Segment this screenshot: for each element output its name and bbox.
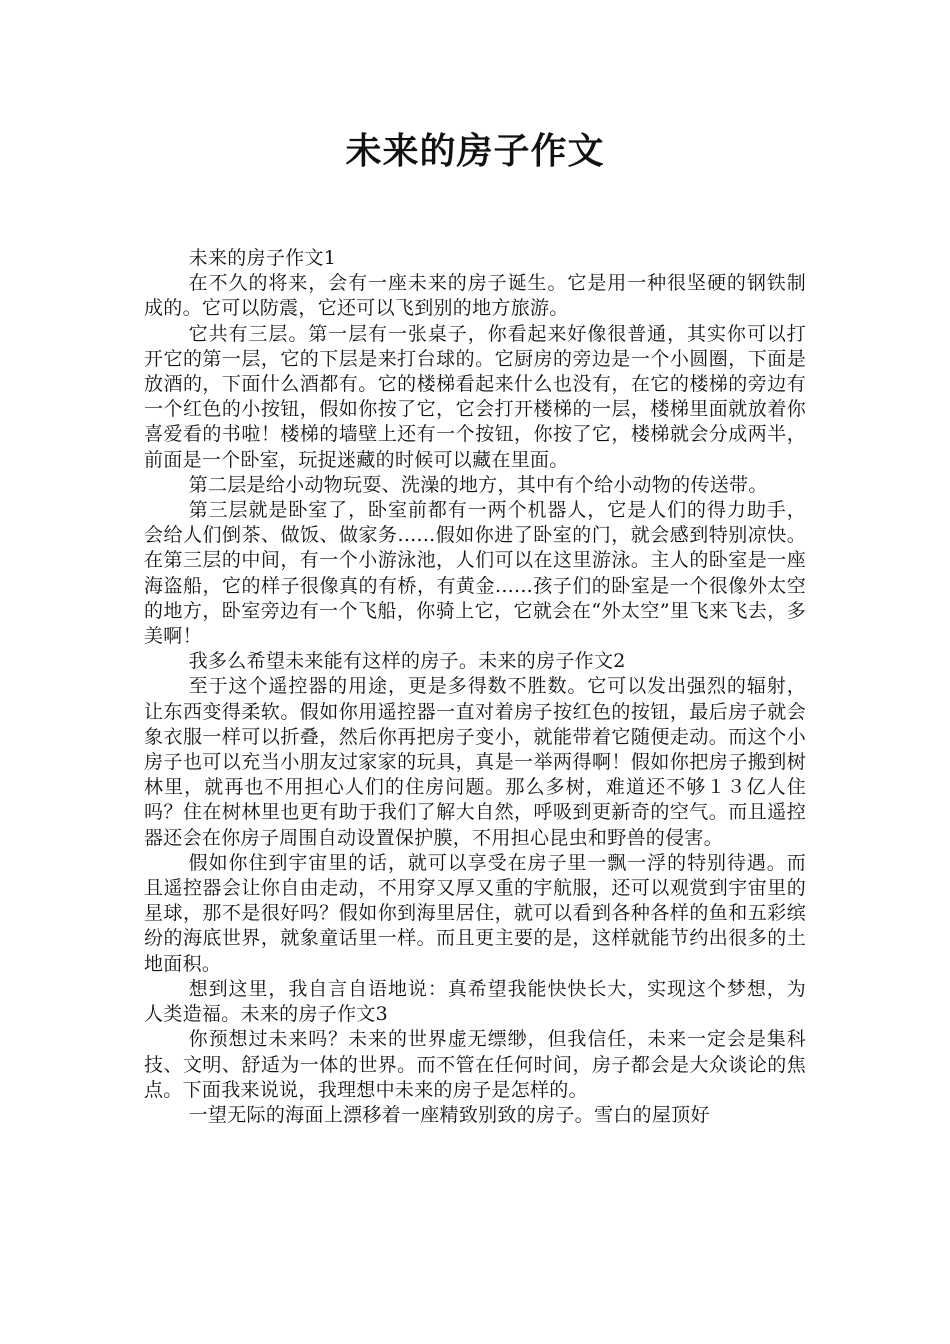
paragraph: 第二层是给小动物玩耍、洗澡的地方，其中有个给小动物的传送带。: [188, 473, 768, 496]
paragraph: 我多么希望未来能有这样的房子。未来的房子作文2: [188, 650, 626, 673]
paragraph-heading-1: 未来的房子作文1: [188, 247, 337, 269]
paragraph: 至于这个遥控器的用途，更是多得数不胜数。它可以发出强烈的辐射，让东西变得柔软。假如你用遥控器一直对着房子按红色的按钮，最后房子就会象衣服一样可以折叠，然后你再把房子变小，就能带着它随便走动。而这个小房子也可以充当小朋友过家家的玩具，真是一举两得啊！假如你把房子搬到树林里，就再也不用担心人们的住房问题。那么多树，难道还不够１３亿人住吗？住在树林里也更有助于我们了解大自然，呼吸到更新奇的空气。而且遥控器还会在你房子周围自动设置保护膜，不用担心昆虫和野兽的侵害。: [144, 675, 806, 849]
paragraph: 想到这里，我自言自语地说：真希望我能快快长大，实现这个梦想，为人类造福。未来的房子作文3: [144, 977, 806, 1026]
paragraph: 假如你住到宇宙里的话，就可以享受在房子里一飘一浮的特别待遇。而且遥控器会让你自由走动，不用穿又厚又重的宇航服，还可以观赏到宇宙里的星球，那不是很好吗？假如你到海里居住，就可以看到各种各样的鱼和五彩缤纷的海底世界，就象童话里一样。而且更主要的是，这样就能节约出很多的土地面积。: [144, 851, 806, 975]
paragraph: 一望无际的海面上漂移着一座精致别致的房子。雪白的屋顶好: [188, 1103, 710, 1126]
document-body: [144, 246, 806, 1128]
document-title: 未来的房子作文: [345, 131, 605, 172]
paragraph: 第三层就是卧室了，卧室前都有一两个机器人，它是人们的得力助手，会给人们倒茶、做饭、做家务......假如你进了卧室的门，就会感到特别凉快。在第三层的中间，有一个小游泳池，人们可以在这里游泳。主人的卧室是一座海盗船，它的样子很像真的有桥，有黄金......孩子们的卧室是一个很像外太空的地方，卧室旁边有一个飞船，你骑上它，它就会在“外太空”里飞来飞去，多美啊！: [144, 499, 806, 648]
paragraph: 它共有三层。第一层有一张桌子，你看起来好像很普通，其实你可以打开它的第一层，它的下层是来打台球的。它厨房的旁边是一个小圆圈，下面是放酒的，下面什么酒都有。它的楼梯看起来什么也没有，在它的楼梯的旁边有一个红色的小按钮，假如你按了它，它会打开楼梯的一层，楼梯里面就放着你喜爱看的书啦！楼梯的墙壁上还有一个按钮，你按了它，楼梯就会分成两半，前面是一个卧室，玩捉迷藏的时候可以藏在里面。: [144, 322, 806, 471]
paragraph: 在不久的将来，会有一座未来的房子诞生。它是用一种很坚硬的钢铁制成的。它可以防震，它还可以飞到别的地方旅游。: [144, 272, 806, 320]
paragraph: 你预想过未来吗？未来的世界虚无缥缈，但我信任，未来一定会是集科技、文明、舒适为一体的世界。而不管在任何时间，房子都会是大众谈论的焦点。下面我来说说，我理想中未来的房子是怎样的。: [144, 1028, 806, 1101]
